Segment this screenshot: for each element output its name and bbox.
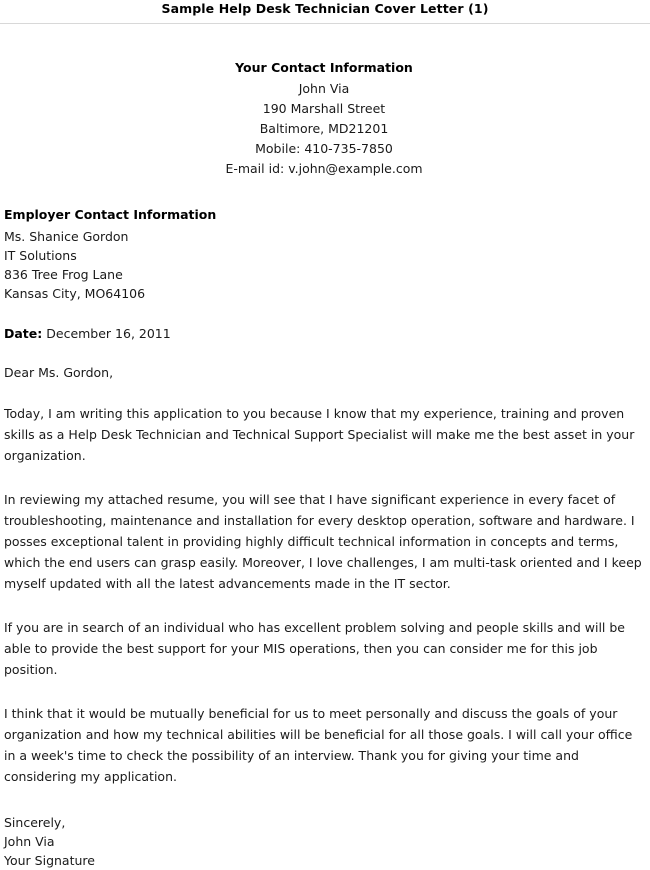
body-paragraph-4: I think that it would be mutually beneficial for us to meet personally and discuss the goals of your organization and how my technical abilities will be beneficial for all those goals. I will call your office in a week's time to check the possibility of an interview. Thank you for giving your time and considering my application. — [4, 706, 633, 784]
sender-mobile: Mobile: 410-735-7850 — [255, 141, 393, 156]
sender-city-state-zip: Baltimore, MD21201 — [259, 121, 389, 136]
closing-block — [4, 813, 644, 870]
employer-contact-heading: Employer Contact Information — [4, 207, 217, 222]
date-value: December 16, 2011 — [46, 326, 171, 341]
body-paragraph-1: Today, I am writing this application to you because I know that my experience, training and proven skills as a Help Desk Technician and Technical Support Specialist will make me the best asset in your organization. — [4, 406, 635, 463]
sender-name: John Via — [298, 81, 350, 96]
sender-street: 190 Marshall Street — [262, 101, 386, 116]
valediction: Sincerely, — [4, 815, 66, 830]
body-paragraph-2: In reviewing my attached resume, you will see that I have significant experience in every facet of troubleshooting, maintenance and installation for every desktop operation, software and hardware. I posses exceptional talent in providing highly difficult technical information in concepts and terms, which the end users can grasp easily. Moreover, I love challenges, I am multi-task oriented and I keep myself updated with all the latest advancements made in the IT sector. — [4, 492, 642, 591]
title-divider — [0, 23, 650, 24]
sender-email: E-mail id: v.john@example.com — [225, 161, 423, 176]
closing-name: John Via — [4, 834, 55, 849]
body-paragraph-3: If you are in search of an individual who has excellent problem solving and people skills and will be able to provide the best support for your MIS operations, then you can consider me for this job position. — [4, 620, 625, 677]
sender-contact-heading: Your Contact Information — [235, 60, 413, 75]
salutation: Dear Ms. Gordon, — [4, 365, 114, 380]
page-title: Sample Help Desk Technician Cover Letter (1) — [161, 1, 489, 16]
employer-contact-block — [4, 205, 644, 303]
letter-date — [4, 326, 644, 341]
employer-name: Ms. Shanice Gordon — [4, 229, 129, 244]
signature-placeholder: Your Signature — [4, 853, 95, 868]
employer-street: 836 Tree Frog Lane — [4, 267, 123, 282]
employer-company: IT Solutions — [4, 248, 77, 263]
employer-city-state-zip: Kansas City, MO64106 — [4, 286, 146, 301]
sender-contact-block — [4, 58, 644, 179]
date-label: Date: — [4, 326, 43, 341]
letter-body — [0, 58, 650, 870]
